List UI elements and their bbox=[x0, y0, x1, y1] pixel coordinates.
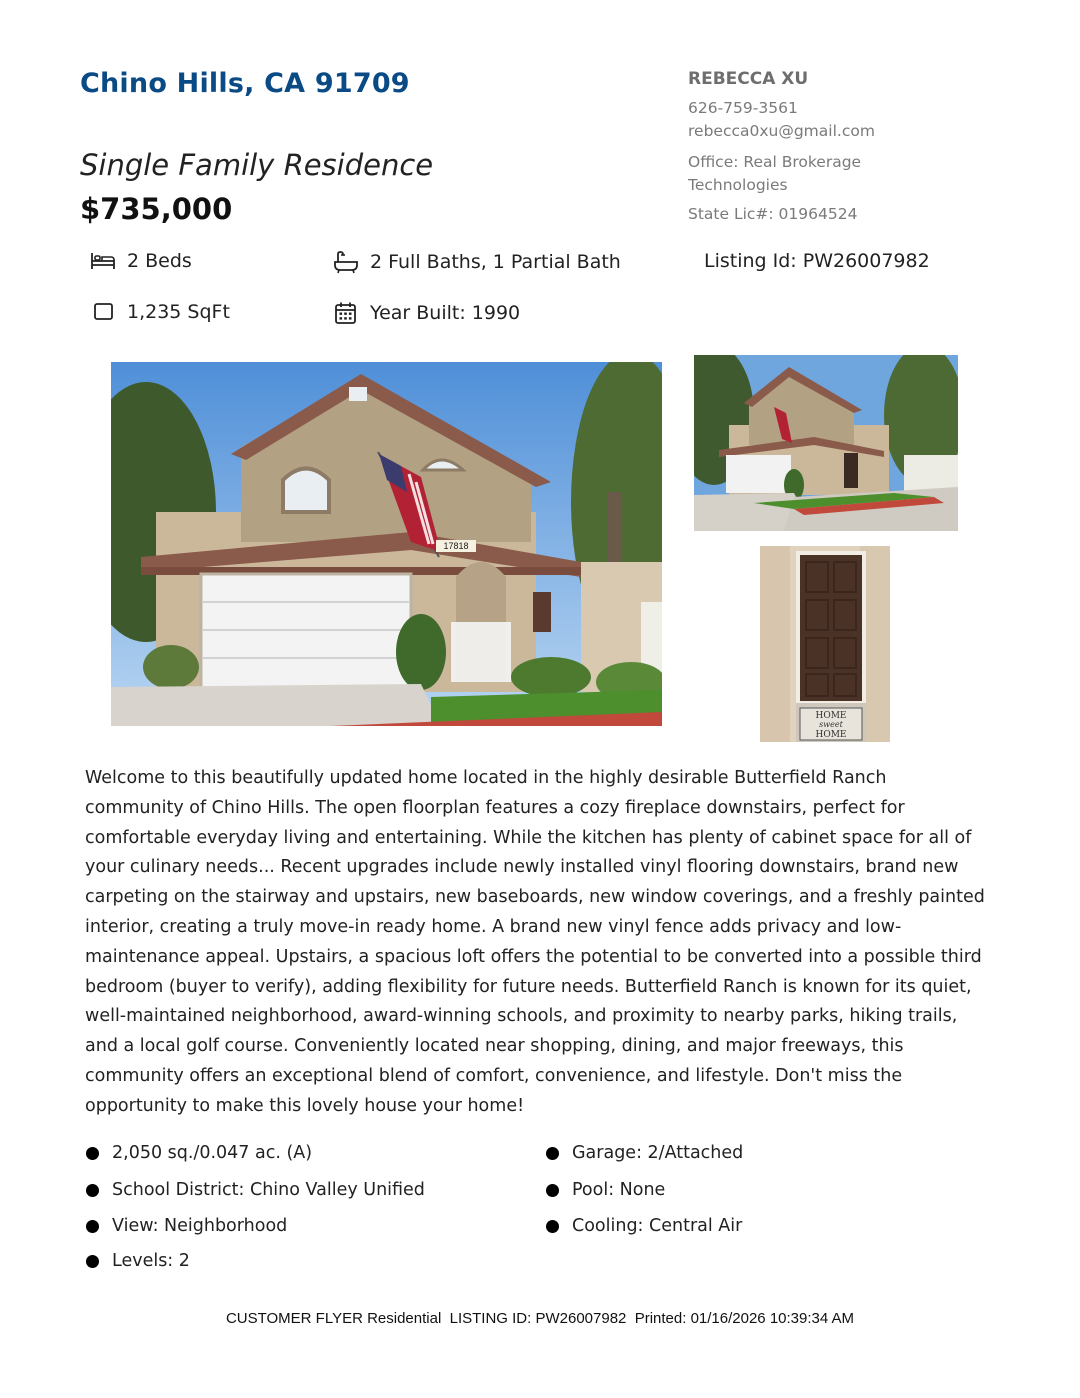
fact-beds bbox=[90, 250, 192, 272]
bathtub-icon bbox=[333, 250, 359, 274]
agent-office: Office: Real Brokerage bbox=[688, 153, 862, 171]
feature-view: View: Neighborhood bbox=[112, 1216, 288, 1236]
thumbnail-house[interactable] bbox=[694, 355, 958, 531]
bullet-icon bbox=[86, 1220, 99, 1233]
feature-levels: Levels: 2 bbox=[112, 1251, 190, 1271]
feature-item bbox=[546, 1180, 665, 1200]
doormat-line-3: HOME bbox=[815, 730, 847, 740]
feature-item bbox=[86, 1216, 287, 1236]
listing-city: Chino Hills, CA 91709 bbox=[80, 68, 410, 99]
agent-email[interactable]: rebecca0xu@gmail.com bbox=[688, 122, 875, 140]
feature-lot-size: 2,050 sq./0.047 ac. (A) bbox=[112, 1143, 313, 1163]
feature-item bbox=[546, 1143, 743, 1163]
feature-cooling: Cooling: Central Air bbox=[572, 1216, 743, 1236]
bullet-icon bbox=[546, 1220, 559, 1233]
bullet-icon bbox=[546, 1184, 559, 1197]
agent-info bbox=[688, 68, 988, 226]
doormat-line-2: sweet bbox=[819, 720, 843, 729]
agent-office-cont: Technologies bbox=[688, 176, 788, 194]
sqft-label: 1,235 SqFt bbox=[127, 301, 230, 323]
baths-label: 2 Full Baths, 1 Partial Bath bbox=[370, 251, 621, 273]
doormat-line-1: HOME bbox=[815, 711, 847, 721]
listing-price: $735,000 bbox=[80, 192, 233, 226]
feature-garage: Garage: 2/Attached bbox=[572, 1143, 744, 1163]
bullet-icon bbox=[86, 1255, 99, 1268]
listing-id-label: Listing Id: PW26007982 bbox=[704, 250, 930, 272]
bullet-icon bbox=[86, 1147, 99, 1160]
property-type: Single Family Residence bbox=[80, 148, 434, 182]
year-built-label: Year Built: 1990 bbox=[370, 302, 521, 324]
agent-name: REBECCA XU bbox=[688, 69, 809, 89]
square-icon bbox=[93, 301, 116, 323]
feature-item bbox=[86, 1143, 312, 1163]
agent-license: State Lic#: 01964524 bbox=[688, 205, 858, 223]
fact-baths bbox=[333, 250, 621, 274]
feature-pool: Pool: None bbox=[572, 1180, 666, 1200]
main-photo[interactable] bbox=[111, 362, 662, 726]
feature-item bbox=[86, 1180, 425, 1200]
feature-school-district: School District: Chino Valley Unified bbox=[112, 1180, 425, 1200]
fact-year-built bbox=[334, 301, 520, 325]
beds-label: 2 Beds bbox=[127, 250, 192, 272]
thumbnail-door[interactable] bbox=[760, 546, 890, 742]
bed-icon bbox=[90, 250, 116, 272]
feature-item bbox=[86, 1251, 190, 1271]
calendar-icon bbox=[334, 301, 359, 325]
agent-phone[interactable]: 626-759-3561 bbox=[688, 99, 798, 117]
fact-sqft bbox=[93, 301, 230, 323]
house-number: 17818 bbox=[443, 541, 469, 551]
listing-description: Welcome to this beautifully updated home located in the highly desirable Butterfield Ranch community of Chino Hills. The open floorplan features a cozy fireplace downstairs, perfect for comfortable everyday living and entertaining. While the kitchen has plenty of cabinet space for all of your culinary needs... Recent upgrades include newly installed vinyl flooring downstairs, brand new carpeting on the stairway and upstairs, new baseboards, new window coverings, and a freshly painted interior, creating a truly move-in ready home. A brand new vinyl fence adds privacy and low-maintenance appeal. Upstairs, a spacious loft offers the potential to be converted into a possible third bedroom (buyer to verify), adding flexibility for future needs. Butterfield Ranch is known for its quiet, well-maintained neighborhood, award-winning schools, and proximity to nearby parks, hiking trails, and a local golf course. Conveniently located near shopping, dining, and major freeways, this community offers an exceptional blend of comfort, convenience, and lifestyle. Don't miss the opportunity to make this lovely house your home! bbox=[85, 768, 985, 1116]
flyer-footer: CUSTOMER FLYER Residential LISTING ID: PW26007982 Printed: 01/16/2026 10:39:34 AM bbox=[225, 1310, 855, 1327]
bullet-icon bbox=[546, 1147, 559, 1160]
fact-listing-id bbox=[704, 250, 930, 272]
feature-item bbox=[546, 1216, 742, 1236]
bullet-icon bbox=[86, 1184, 99, 1197]
